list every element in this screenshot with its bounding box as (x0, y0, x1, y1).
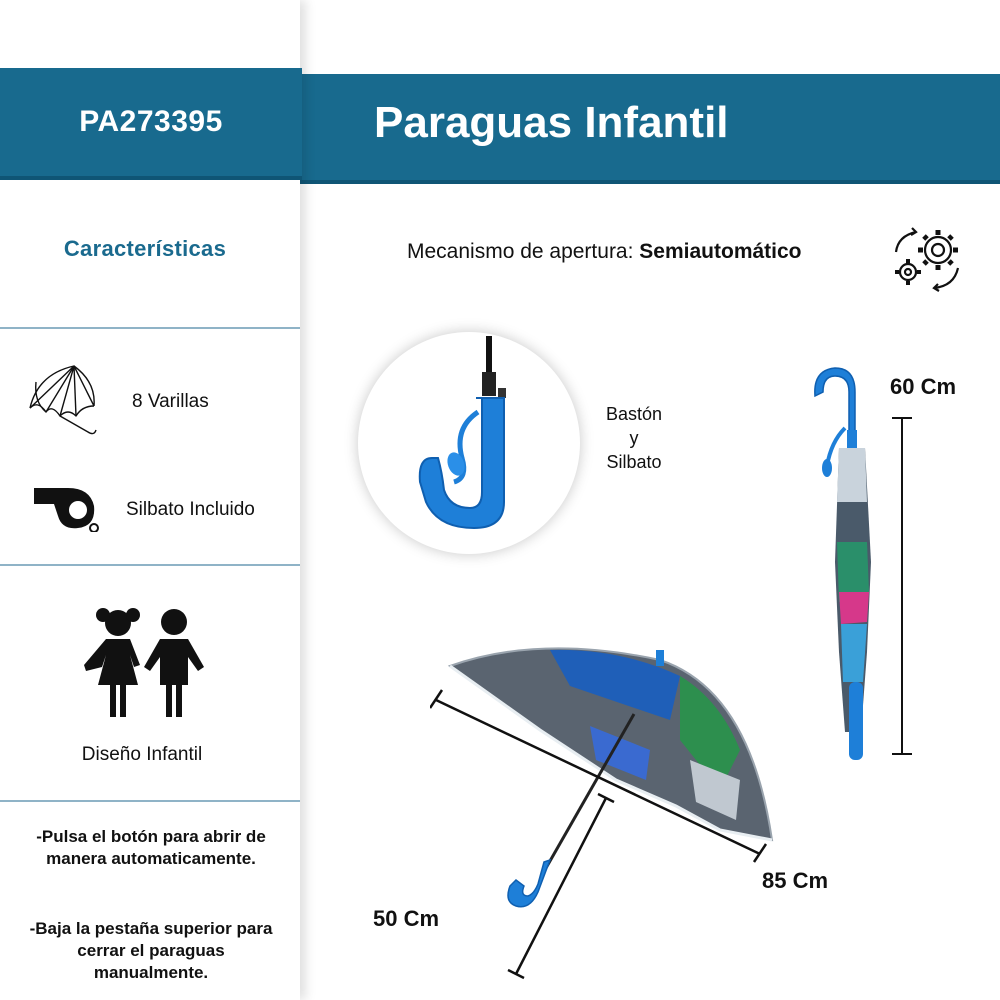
divider (0, 327, 300, 329)
instruction-close: -Baja la pestaña superior para cerrar el paraguas manualmente. (29, 919, 273, 982)
children-icon (82, 605, 210, 725)
shaft-length-bracket (506, 792, 616, 982)
instruction-open: -Pulsa el botón para abrir de manera automaticamente. (36, 827, 266, 868)
shaft-length-label: 50 Cm (373, 906, 440, 931)
handle-detail-image (358, 332, 580, 554)
product-code-banner (0, 68, 302, 180)
whistle-icon (32, 484, 102, 532)
closed-length-bracket (890, 416, 914, 756)
feature-ribs (0, 366, 300, 426)
characteristics-heading: Características (63, 236, 227, 261)
handle-caption-line: Bastón (605, 404, 663, 424)
feature-whistle-label: Silbato Incluido (126, 499, 255, 520)
closed-umbrella-image (805, 362, 885, 768)
product-code: PA273395 (79, 105, 223, 138)
mechanism-value: Semiautomático (639, 240, 802, 263)
mechanism-label: Mecanismo de apertura: (407, 240, 634, 263)
handle-caption-line: Silbato (606, 452, 662, 472)
gears-cycle-icon (886, 222, 968, 294)
closed-length-label: 60 Cm (890, 374, 957, 399)
feature-whistle (0, 478, 300, 538)
diameter-label: 85 Cm (762, 868, 829, 893)
handle-caption (592, 402, 676, 474)
title-banner (300, 74, 1000, 184)
design-label: Diseño Infantil (81, 744, 203, 765)
umbrella-outline-icon (24, 362, 100, 438)
feature-ribs-label: 8 Varillas (132, 391, 209, 412)
mechanism-line (407, 240, 802, 264)
divider (0, 564, 300, 566)
divider (0, 800, 300, 802)
page-title: Paraguas Infantil (374, 98, 729, 147)
handle-caption-line: y (629, 428, 639, 448)
